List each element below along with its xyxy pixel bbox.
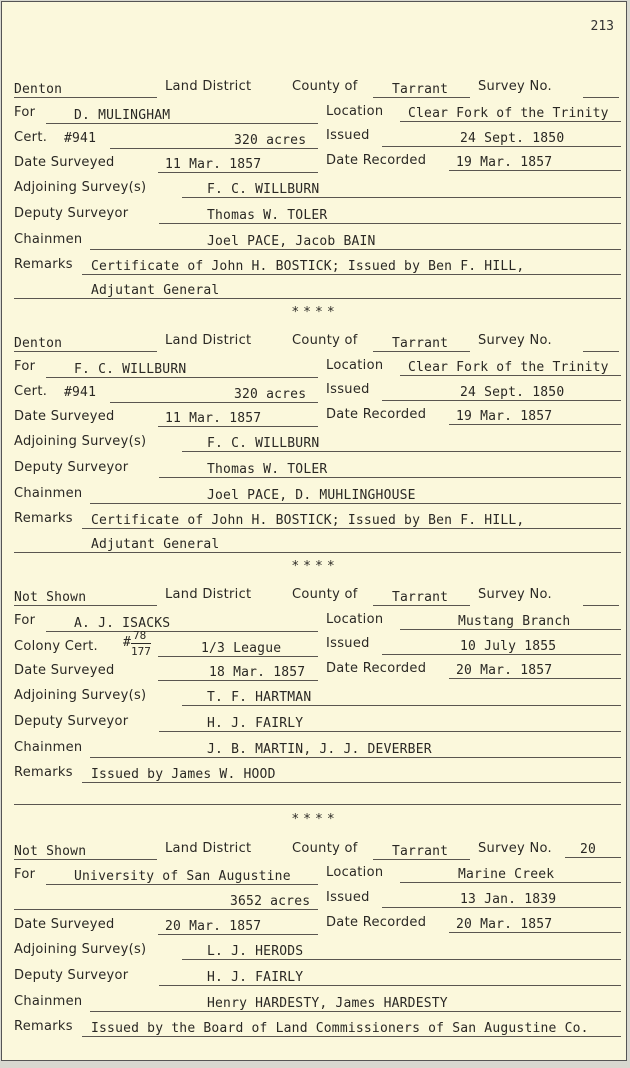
survey-record	[2, 838, 628, 1068]
location-value: Clear Fork of the Trinity	[408, 360, 609, 375]
land-district-label: Land District	[165, 79, 252, 94]
survey-record	[2, 76, 628, 306]
date-recorded-value: 19 Mar. 1857	[456, 155, 553, 170]
adjoining-label: Adjoining Survey(s)	[14, 180, 147, 195]
issued-value: 13 Jan. 1839	[460, 892, 557, 907]
deputy-value: Thomas W. TOLER	[207, 462, 328, 477]
county-label: County of	[292, 587, 358, 602]
date-recorded-label: Date Recorded	[326, 915, 427, 930]
date-surveyed-value: 20 Mar. 1857	[165, 919, 262, 934]
record-separator: ****	[291, 812, 339, 827]
survey-no-label: Survey No.	[478, 79, 552, 94]
cert-label: Cert.	[14, 384, 48, 399]
remarks-line-1: Certificate of John H. BOSTICK; Issued by Ben F. HILL,	[91, 513, 525, 528]
remarks-label: Remarks	[14, 1019, 73, 1034]
survey-no-label: Survey No.	[478, 587, 552, 602]
district-value: Not Shown	[14, 844, 87, 859]
chainmen-value: J. B. MARTIN, J. J. DEVERBER	[207, 742, 432, 757]
date-surveyed-value: 18 Mar. 1857	[209, 665, 306, 680]
district-value: Denton	[14, 336, 63, 351]
deputy-value: Thomas W. TOLER	[207, 208, 328, 223]
location-value: Mustang Branch	[458, 614, 571, 629]
date-recorded-label: Date Recorded	[326, 661, 427, 676]
for-label: For	[14, 613, 36, 628]
chainmen-value: Joel PACE, D. MUHLINGHOUSE	[207, 488, 416, 503]
remarks-line-2: Adjutant General	[91, 283, 220, 298]
for-value: F. C. WILLBURN	[74, 362, 187, 377]
remarks-label: Remarks	[14, 765, 73, 780]
for-value: A. J. ISACKS	[74, 616, 171, 631]
for-value: University of San Augustine	[74, 869, 291, 884]
deputy-label: Deputy Surveyor	[14, 968, 129, 983]
land-district-label: Land District	[165, 333, 252, 348]
survey-no-label: Survey No.	[478, 333, 552, 348]
adjoining-value: T. F. HARTMAN	[207, 690, 312, 705]
adjoining-value: L. J. HERODS	[207, 944, 304, 959]
land-district-label: Land District	[165, 841, 252, 856]
acres-value: 320 acres	[234, 387, 307, 402]
issued-label: Issued	[326, 890, 370, 905]
survey-no-label: Survey No.	[478, 841, 552, 856]
remarks-line-1: Certificate of John H. BOSTICK; Issued by Ben F. HILL,	[91, 259, 525, 274]
date-surveyed-label: Date Surveyed	[14, 917, 115, 932]
chainmen-label: Chainmen	[14, 740, 83, 755]
county-value: Tarrant	[392, 82, 449, 97]
record-separator: ****	[291, 305, 339, 320]
remarks-line-1: Issued by the Board of Land Commissioners of San Augustine Co.	[91, 1021, 589, 1036]
date-recorded-value: 19 Mar. 1857	[456, 409, 553, 424]
location-label: Location	[326, 104, 384, 119]
date-surveyed-value: 11 Mar. 1857	[165, 411, 262, 426]
chainmen-label: Chainmen	[14, 994, 83, 1009]
land-district-label: Land District	[165, 587, 252, 602]
district-value: Not Shown	[14, 590, 87, 605]
chainmen-value: Henry HARDESTY, James HARDESTY	[207, 996, 448, 1011]
location-value: Marine Creek	[458, 867, 555, 882]
deputy-value: H. J. FAIRLY	[207, 970, 304, 985]
record-separator: ****	[291, 559, 339, 574]
date-surveyed-label: Date Surveyed	[14, 409, 115, 424]
cert-number: #941	[64, 385, 97, 400]
cert-label: Cert.	[14, 130, 48, 145]
date-recorded-value: 20 Mar. 1857	[456, 663, 553, 678]
district-value: Denton	[14, 82, 63, 97]
issued-label: Issued	[326, 636, 370, 651]
issued-label: Issued	[326, 128, 370, 143]
deputy-label: Deputy Surveyor	[14, 206, 129, 221]
cert-prefix: #	[123, 635, 132, 650]
date-recorded-label: Date Recorded	[326, 407, 427, 422]
remarks-label: Remarks	[14, 257, 73, 272]
chainmen-label: Chainmen	[14, 232, 83, 247]
county-value: Tarrant	[392, 844, 449, 859]
deputy-label: Deputy Surveyor	[14, 714, 129, 729]
issued-value: 10 July 1855	[460, 639, 557, 654]
adjoining-value: F. C. WILLBURN	[207, 182, 320, 197]
location-label: Location	[326, 358, 384, 373]
cert-numerator: 78	[133, 629, 147, 642]
remarks-label: Remarks	[14, 511, 73, 526]
adjoining-value: F. C. WILLBURN	[207, 436, 320, 451]
county-label: County of	[292, 79, 358, 94]
location-label: Location	[326, 865, 384, 880]
adjoining-label: Adjoining Survey(s)	[14, 942, 147, 957]
for-value: D. MULINGHAM	[74, 108, 171, 123]
page-number: 213	[590, 19, 614, 34]
chainmen-label: Chainmen	[14, 486, 83, 501]
county-value: Tarrant	[392, 336, 449, 351]
county-value: Tarrant	[392, 590, 449, 605]
county-label: County of	[292, 333, 358, 348]
date-surveyed-label: Date Surveyed	[14, 155, 115, 170]
chainmen-value: Joel PACE, Jacob BAIN	[207, 234, 376, 249]
date-surveyed-label: Date Surveyed	[14, 663, 115, 678]
date-recorded-label: Date Recorded	[326, 153, 427, 168]
deputy-value: H. J. FAIRLY	[207, 716, 304, 731]
acres-value: 320 acres	[234, 133, 307, 148]
adjoining-label: Adjoining Survey(s)	[14, 688, 147, 703]
survey-no-value: 20	[580, 842, 597, 857]
adjoining-label: Adjoining Survey(s)	[14, 434, 147, 449]
cert-denominator: 177	[131, 645, 151, 658]
document-page	[1, 1, 627, 1061]
acres-value: 3652 acres	[230, 894, 311, 909]
issued-value: 24 Sept. 1850	[460, 385, 565, 400]
survey-record	[2, 330, 628, 560]
survey-record	[2, 584, 628, 814]
remarks-line-2: Adjutant General	[91, 537, 220, 552]
deputy-label: Deputy Surveyor	[14, 460, 129, 475]
colony-cert-label: Colony Cert.	[14, 639, 98, 654]
issued-label: Issued	[326, 382, 370, 397]
county-label: County of	[292, 841, 358, 856]
acres-value: 1/3 League	[201, 641, 282, 656]
remarks-line-1: Issued by James W. HOOD	[91, 767, 276, 782]
location-value: Clear Fork of the Trinity	[408, 106, 609, 121]
for-label: For	[14, 105, 36, 120]
date-recorded-value: 20 Mar. 1857	[456, 917, 553, 932]
date-surveyed-value: 11 Mar. 1857	[165, 157, 262, 172]
issued-value: 24 Sept. 1850	[460, 131, 565, 146]
for-label: For	[14, 867, 36, 882]
for-label: For	[14, 359, 36, 374]
cert-number: #941	[64, 131, 97, 146]
location-label: Location	[326, 612, 384, 627]
